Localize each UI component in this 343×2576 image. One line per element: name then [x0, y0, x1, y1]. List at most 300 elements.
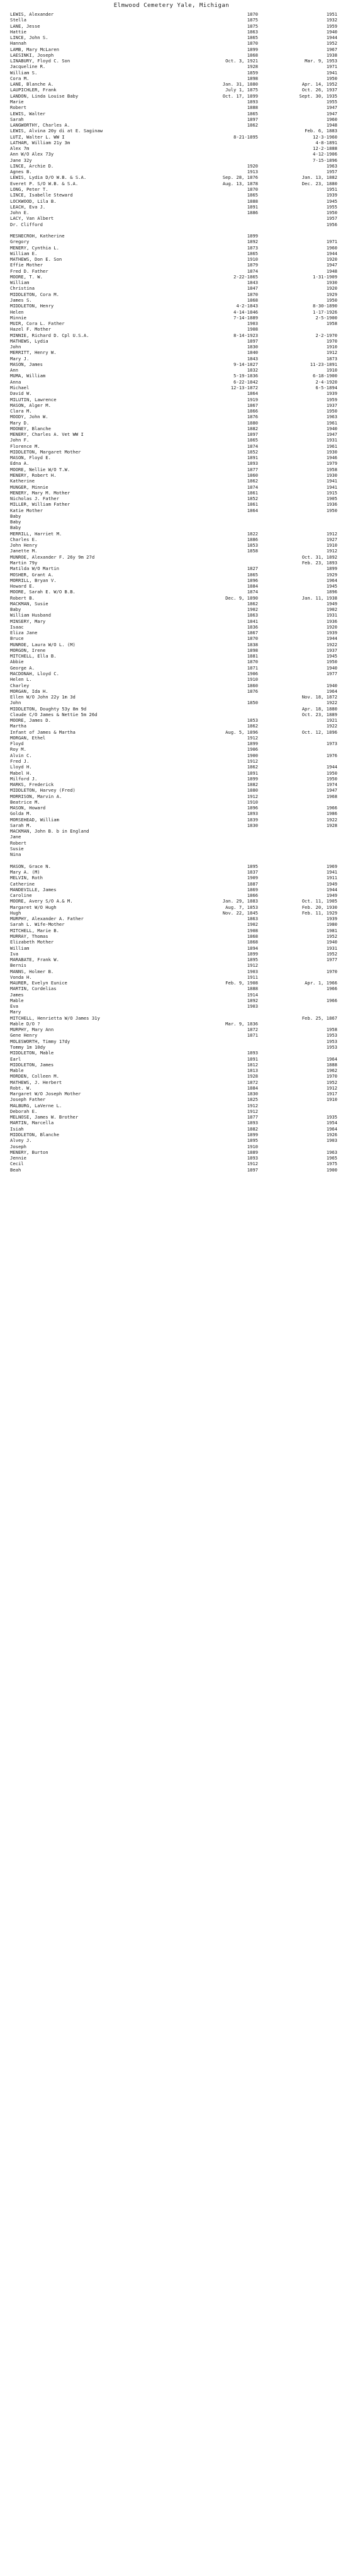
birth-date: 1872 [247, 1027, 258, 1033]
table-row [0, 1103, 343, 1108]
table-row [0, 11, 343, 17]
death-date: 1945 [326, 583, 337, 590]
table-row [0, 268, 343, 274]
table-row [0, 1032, 343, 1038]
death-date: 1948 [326, 268, 337, 274]
birth-date: 4-14-1846 [233, 309, 258, 315]
table-row [0, 665, 343, 671]
interred-name: Robert B. [10, 595, 35, 601]
death-date: 1947 [326, 110, 337, 117]
death-date: 1958 [326, 1027, 337, 1033]
interred-name: Isiah [10, 1126, 24, 1132]
table-row [0, 846, 343, 852]
interred-name: MENERY, Mary M. Mother [10, 489, 70, 496]
interred-name: MUIR, Cora L. Father [10, 321, 65, 327]
death-date: 1986 [326, 811, 337, 817]
interred-name: Janette M. [10, 548, 38, 554]
interred-name: George A. [10, 664, 35, 671]
table-row [0, 642, 343, 647]
death-date: 1939 [326, 630, 337, 636]
interred-name: Floyd [10, 741, 24, 747]
interred-name: Iva [10, 950, 18, 957]
birth-date: 1870 [247, 40, 258, 47]
table-row [0, 402, 343, 408]
birth-date: 1865 [247, 192, 258, 198]
table-row [0, 472, 343, 478]
birth-date: 1903 [247, 968, 258, 974]
birth-date: 1896 [247, 577, 258, 583]
table-row [0, 1108, 343, 1114]
table-row [0, 776, 343, 782]
birth-date: 1879 [247, 262, 258, 268]
birth-date: 1881 [247, 653, 258, 659]
table-row [0, 548, 343, 554]
death-date: 1961 [326, 419, 337, 426]
table-row [0, 1044, 343, 1050]
interred-name: MOORE, Nellie W/O T.W. [10, 466, 70, 472]
birth-date: 1910 [247, 256, 258, 263]
birth-date: Sep. 28, 1876 [222, 174, 258, 181]
interred-name: Ann W/O Alex 73y [10, 151, 54, 157]
birth-date: 1920 [247, 162, 258, 169]
interred-name: Charles E. [10, 536, 38, 542]
death-date: Oct. 11, 1905 [301, 898, 337, 904]
birth-date: 1893 [247, 1120, 258, 1126]
table-row [0, 87, 343, 93]
table-row [0, 712, 343, 717]
interred-name: LATHAM, William 21y 3m [10, 139, 70, 145]
death-date: 1910 [326, 1097, 337, 1103]
table-row [0, 1062, 343, 1068]
birth-date: 1891 [247, 770, 258, 776]
interred-name: Alex 7m [10, 145, 30, 152]
interred-name: MOORE, James D. [10, 717, 51, 724]
interred-name: James S. [10, 297, 32, 304]
table-row [0, 315, 343, 321]
birth-date: 1894 [247, 945, 258, 951]
table-row [0, 1009, 343, 1015]
birth-date: 1830 [247, 344, 258, 350]
birth-date: Oct. 17, 1899 [222, 93, 258, 99]
interred-name: LUTZ, Walter L. WW I [10, 134, 65, 140]
table-row [0, 128, 343, 134]
death-date: 1945 [326, 198, 337, 204]
table-row [0, 338, 343, 344]
interred-name: MUMA, William [10, 373, 46, 379]
table-row [0, 910, 343, 916]
death-date: 1937 [326, 402, 337, 408]
death-date: 1941 [326, 869, 337, 875]
table-row [0, 811, 343, 816]
table-row [0, 612, 343, 618]
death-date: 1922 [326, 723, 337, 729]
death-date: Apr. 14, 1952 [301, 81, 337, 88]
table-row [0, 1068, 343, 1073]
death-date: Feb. 11, 1929 [301, 909, 337, 916]
table-row [0, 367, 343, 373]
birth-date: 2-22-1865 [233, 273, 258, 280]
death-date: 1949 [326, 600, 337, 607]
interred-name: MIDDLETON, Harvey (Fred) [10, 787, 76, 794]
birth-date: 1861 [247, 489, 258, 496]
table-row [0, 169, 343, 174]
birth-date: 1877 [247, 1114, 258, 1120]
death-date: 1950 [326, 770, 337, 776]
table-row [0, 519, 343, 525]
interred-name: William Husband [10, 612, 51, 618]
birth-date: 1875 [247, 17, 258, 23]
birth-date: 1893 [247, 460, 258, 467]
table-row [0, 1091, 343, 1097]
birth-date: 1898 [247, 647, 258, 653]
birth-date: 1853 [247, 542, 258, 549]
birth-date: 1893 [247, 811, 258, 817]
interred-name: LAESINKI, Joseph [10, 52, 54, 58]
table-row [0, 969, 343, 974]
table-row [0, 1050, 343, 1056]
table-row [0, 921, 343, 927]
table-row [0, 443, 343, 449]
table-row [0, 222, 343, 227]
table-row [0, 647, 343, 653]
table-row [0, 192, 343, 198]
death-date: 1940 [326, 682, 337, 688]
interred-name: Fred J. [10, 758, 30, 764]
birth-date: 1884 [247, 583, 258, 590]
table-row [0, 408, 343, 414]
birth-date: 1864 [247, 390, 258, 397]
death-date: 1966 [326, 805, 337, 811]
death-date: 1945 [326, 653, 337, 659]
birth-date: 1886 [247, 536, 258, 542]
interred-name: MURPHY, Mary Ann [10, 1027, 54, 1033]
birth-date: 1852 [247, 496, 258, 502]
interred-name: MORRISON, Marvin A. [10, 793, 62, 799]
interred-name: Dr. Clifford [10, 221, 43, 227]
interred-name: Cecil [10, 1161, 24, 1167]
death-date: 1965 [326, 1155, 337, 1161]
table-row [0, 1097, 343, 1102]
table-row [0, 957, 343, 962]
birth-date: Aug. 5, 1896 [225, 729, 258, 735]
page-title: Elmwood Cemetery Yale, Michigan [113, 3, 230, 9]
table-row [0, 554, 343, 560]
death-date: 1948 [326, 122, 337, 128]
interred-name: Elizabeth Mother [10, 939, 54, 945]
death-date: 1920 [326, 624, 337, 630]
death-date: 1949 [326, 892, 337, 899]
table-row [0, 309, 343, 315]
table-row [0, 426, 343, 431]
table-row [0, 974, 343, 980]
interred-name: Clara M. [10, 408, 32, 414]
birth-date: 1870 [247, 635, 258, 642]
interred-name: Claude C/O James & Nettie 5m 26d [10, 711, 98, 717]
death-date: 1-17-1926 [313, 309, 337, 315]
birth-date: 1884 [247, 1085, 258, 1091]
death-date: 1947 [326, 787, 337, 794]
interred-name: MELNOSE, James W. Brother [10, 1114, 79, 1120]
table-row [0, 151, 343, 157]
table-row [0, 251, 343, 256]
death-date: Dec. 23, 1880 [301, 180, 337, 186]
death-date: 1920 [326, 256, 337, 263]
table-row [0, 653, 343, 659]
table-row [0, 998, 343, 1003]
death-date: 1949 [326, 881, 337, 887]
interred-name: LEWIS, Walter [10, 110, 46, 117]
birth-date: 1870 [247, 659, 258, 665]
birth-date: 1903 [247, 321, 258, 327]
table-row [0, 262, 343, 268]
table-row [0, 782, 343, 787]
table-row [0, 1137, 343, 1143]
death-date: Feb. 25, 1867 [301, 1015, 337, 1021]
death-date: 1939 [326, 390, 337, 397]
table-row [0, 770, 343, 776]
table-row [0, 1021, 343, 1027]
birth-date: 1919 [247, 396, 258, 402]
birth-date: 1876 [247, 688, 258, 694]
table-row [0, 64, 343, 69]
interred-name: Alvin C. [10, 752, 32, 758]
table-row [0, 618, 343, 624]
table-row [0, 385, 343, 390]
table-row [0, 420, 343, 426]
interred-name: Milford J. [10, 775, 38, 782]
table-row [0, 858, 343, 863]
interred-name: MUNGER, Minnie [10, 484, 48, 490]
table-row [0, 852, 343, 857]
interred-name: MURRAY, Thomas [10, 933, 48, 939]
death-date: 1928 [326, 822, 337, 828]
birth-date: 1886 [247, 210, 258, 216]
death-date: 11-23-1891 [310, 361, 337, 367]
table-row [0, 233, 343, 239]
interred-name: Golda M. [10, 811, 32, 817]
interred-name: LINCE, Isabelle Steward [10, 192, 73, 198]
death-date: 1958 [326, 321, 337, 327]
table-row [0, 280, 343, 285]
death-date: 1896 [326, 589, 337, 595]
birth-date: 1837 [247, 869, 258, 875]
table-row [0, 163, 343, 169]
interred-name: Joseph Father [10, 1097, 46, 1103]
table-row [0, 17, 343, 23]
death-date: 1950 [326, 297, 337, 304]
table-row [0, 572, 343, 578]
table-row [0, 437, 343, 443]
interred-name: LANGWORTHY, Charles A. [10, 122, 70, 128]
interred-name: Vonda H. [10, 974, 32, 980]
interred-name: MALBURG, LaVerne L. [10, 1102, 62, 1108]
table-row [0, 1039, 343, 1044]
death-date: 1981 [326, 927, 337, 933]
death-date: Feb. 6, 1883 [305, 128, 337, 134]
birth-date: 1863 [247, 612, 258, 618]
interred-name: MATHEWS, Don E. Son [10, 256, 62, 263]
birth-date: 1864 [247, 507, 258, 513]
death-date: 1873 [326, 355, 337, 362]
death-date: 4-12-1906 [313, 151, 337, 157]
death-date: 1953 [326, 1044, 337, 1051]
table-row [0, 58, 343, 64]
interred-name: MIDDLETON, Cora M. [10, 291, 59, 297]
table-row [0, 117, 343, 122]
birth-date: 1858 [247, 548, 258, 554]
death-date: 2-2-1970 [315, 332, 337, 338]
birth-date: 1899 [247, 233, 258, 239]
death-date: 1959 [326, 396, 337, 402]
birth-date: 1911 [247, 974, 258, 980]
birth-date: 1895 [247, 957, 258, 963]
birth-date: 1852 [247, 448, 258, 455]
table-row [0, 145, 343, 151]
birth-date: 1862 [247, 478, 258, 484]
interred-name: Jacqueline R. [10, 64, 46, 70]
death-date: 1964 [326, 688, 337, 694]
table-row [0, 595, 343, 601]
birth-date: 1888 [247, 198, 258, 204]
birth-date: Oct. 3, 1921 [225, 58, 258, 64]
interred-name: Baby [10, 607, 21, 613]
interred-name: Effie Mother [10, 262, 43, 268]
interred-name: Roy M. [10, 746, 26, 753]
table-row [0, 986, 343, 991]
interred-name: MITCHELL, Henrietta W/O James 31y [10, 1015, 100, 1021]
birth-date: 1893 [247, 98, 258, 105]
table-row [0, 134, 343, 140]
death-date: 1955 [326, 203, 337, 210]
table-row [0, 29, 343, 35]
death-date: 1944 [326, 250, 337, 256]
birth-date: 1928 [247, 1073, 258, 1080]
birth-date: 12-13-1872 [230, 385, 258, 390]
death-date: 1956 [326, 221, 337, 227]
death-date: 1922 [326, 700, 337, 706]
interred-name: LONG, Peter T. [10, 186, 48, 192]
interred-name: Isaac [10, 624, 24, 630]
table-row [0, 1003, 343, 1009]
birth-date: 1899 [247, 46, 258, 52]
interred-name: MASON, Alger M. [10, 402, 51, 408]
table-row [0, 484, 343, 490]
birth-date: 1861 [247, 501, 258, 508]
interred-name: William S. [10, 69, 38, 76]
interred-name: Hazel F. Mother [10, 326, 51, 333]
interred-name: Marie [10, 98, 24, 105]
birth-date: 1898 [247, 75, 258, 81]
death-date: Apr. 1, 1966 [305, 980, 337, 986]
death-date: 1912 [326, 530, 337, 537]
death-date: Oct. 31, 1892 [301, 554, 337, 560]
interred-name: Eva [10, 1003, 18, 1010]
table-row [0, 676, 343, 682]
death-date: 1963 [326, 1149, 337, 1155]
interred-name: Catherine [10, 881, 35, 887]
interred-name: Deborah E. [10, 1108, 38, 1114]
death-date: 1929 [326, 291, 337, 297]
birth-date: 1899 [247, 775, 258, 782]
death-date: 1952 [326, 933, 337, 939]
table-row [0, 823, 343, 828]
death-date: Oct. 26, 1937 [301, 87, 337, 93]
death-date: 1973 [326, 741, 337, 747]
interred-name: Alvey J. [10, 1137, 32, 1144]
birth-date: 1868 [247, 933, 258, 939]
table-row [0, 794, 343, 799]
death-date: 1944 [326, 764, 337, 770]
birth-date: 1860 [247, 472, 258, 478]
interred-name: MITCHELL, Ella B. [10, 653, 57, 659]
table-row [0, 904, 343, 910]
birth-date: 1912 [247, 758, 258, 764]
death-date: 1966 [326, 997, 337, 1003]
interred-name: William [10, 945, 30, 951]
table-row [0, 1126, 343, 1132]
birth-date: 1896 [247, 805, 258, 811]
death-date: Mar. 9, 1953 [305, 58, 337, 64]
table-row [0, 717, 343, 723]
table-row [0, 525, 343, 530]
birth-date: 1902 [247, 607, 258, 613]
interred-name: MANDEVILLE, James [10, 886, 57, 892]
interred-name: Mable D/O ? [10, 1020, 40, 1027]
birth-date: 1910 [247, 1143, 258, 1149]
table-row [0, 210, 343, 215]
death-date: 1903 [326, 1137, 337, 1144]
interred-name: MARABATE, Frank W. [10, 957, 59, 963]
birth-date: 1897 [247, 338, 258, 344]
table-row [0, 1056, 343, 1062]
table-row [0, 174, 343, 180]
interred-name: MOORE, Sarah E. W/O B.B. [10, 589, 76, 595]
interred-name: Sarah L. Wife-Mother [10, 921, 65, 928]
birth-date: 1912 [247, 1102, 258, 1108]
death-date: 1975 [326, 1161, 337, 1167]
birth-date: 1863 [247, 28, 258, 35]
interred-name: William [10, 280, 30, 286]
interred-name: Mable [10, 1068, 24, 1074]
interred-name: Hannah [10, 40, 26, 47]
table-row [0, 508, 343, 513]
death-date: 1941 [326, 484, 337, 490]
interred-name: MENERY, Burton [10, 1149, 48, 1155]
birth-date: 1891 [247, 455, 258, 461]
table-row [0, 390, 343, 396]
table-row [0, 373, 343, 379]
birth-date: 1900 [247, 752, 258, 758]
interred-name: Hattie [10, 28, 26, 35]
death-date: 1952 [326, 950, 337, 957]
interred-name: MIDDLETON, Blanche [10, 1132, 59, 1137]
death-date: 1940 [326, 664, 337, 671]
table-row [0, 601, 343, 607]
table-row [0, 111, 343, 117]
interred-name: MITCHELL, Marie B. [10, 927, 59, 933]
birth-date: Mar. 9, 1836 [225, 1020, 258, 1027]
birth-date: 4-2-1843 [236, 303, 258, 309]
birth-date: Jan. 29, 1883 [222, 898, 258, 904]
birth-date: 1888 [247, 105, 258, 111]
birth-date: 1897 [247, 431, 258, 438]
birth-date: 1862 [247, 723, 258, 729]
death-date: 1929 [326, 571, 337, 578]
birth-date: 1903 [247, 1003, 258, 1010]
death-date: 1971 [326, 64, 337, 70]
birth-date: 1897 [247, 1166, 258, 1173]
death-date: 1930 [326, 448, 337, 455]
